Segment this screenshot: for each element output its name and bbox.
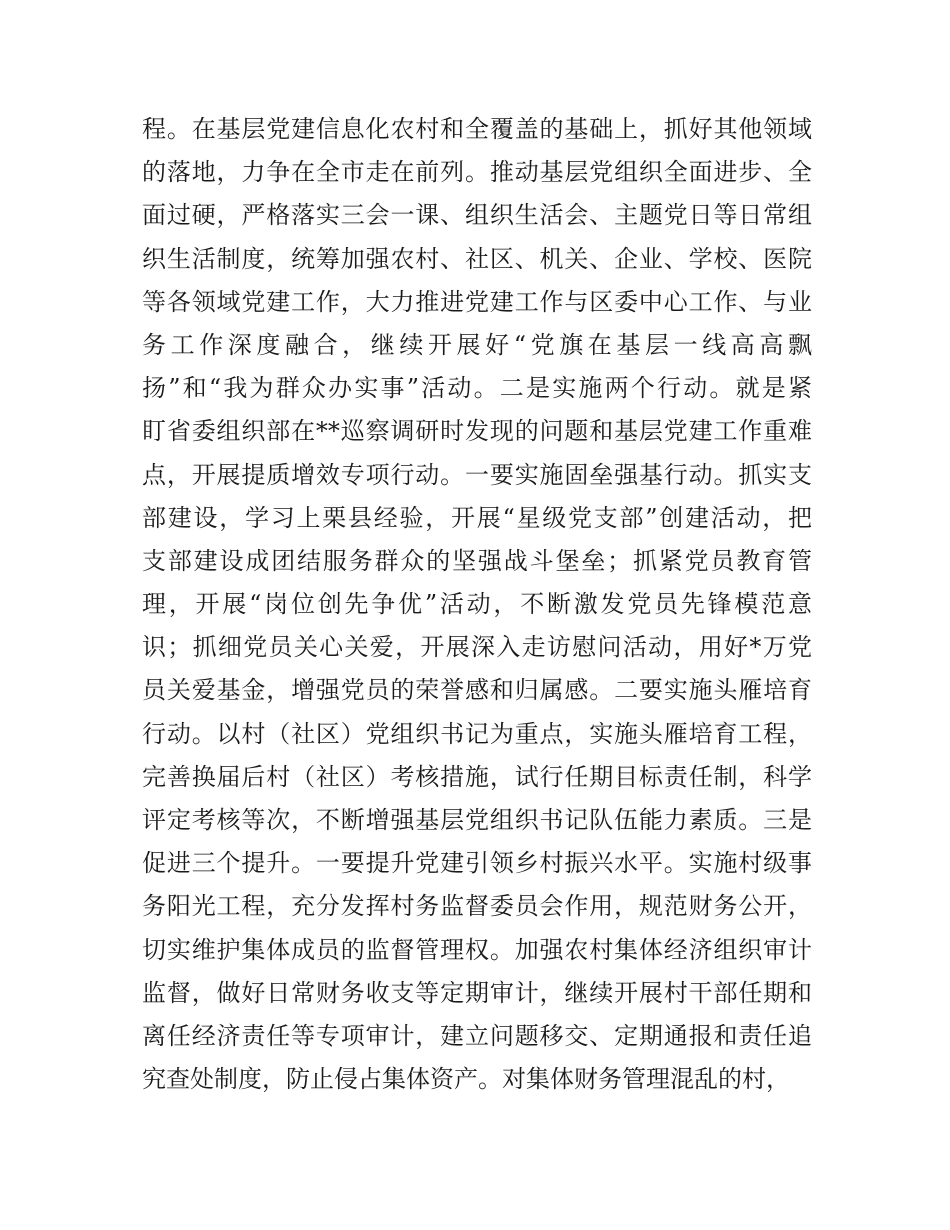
text-line: 理，开展“岗位创先争优”活动，不断激发党员先锋模范意: [142, 590, 812, 619]
text-line: 识；抓细党员关心关爱，开展深入走访慰问活动，用好*万党: [142, 633, 812, 662]
text-line: 务工作深度融合，继续开展好“党旗在基层一线高高飘: [142, 330, 812, 359]
text-line: 行动。以村（社区）党组织书记为重点，实施头雁培育工程，: [142, 719, 812, 748]
text-line: 的落地，力争在全市走在前列。推动基层党组织全面进步、全: [142, 158, 812, 187]
text-line: 促进三个提升。一要提升党建引领乡村振兴水平。实施村级事: [142, 849, 812, 878]
text-line: 离任经济责任等专项审计，建立问题移交、定期通报和责任追: [142, 1021, 812, 1050]
text-line: 等各领域党建工作，大力推进党建工作与区委中心工作、与业: [142, 287, 812, 316]
text-line: 扬”和“我为群众办实事”活动。二是实施两个行动。就是紧: [142, 374, 812, 403]
body-paragraph: [142, 108, 812, 1101]
text-line: 面过硬，严格落实三会一课、组织生活会、主题党日等日常组: [142, 201, 812, 230]
text-line: 完善换届后村（社区）考核措施，试行任期目标责任制，科学: [142, 762, 812, 791]
text-line: 点，开展提质增效专项行动。一要实施固垒强基行动。抓实支: [142, 460, 812, 489]
text-line: 支部建设成团结服务群众的坚强战斗堡垒；抓紧党员教育管: [142, 546, 812, 575]
text-line: 评定考核等次，不断增强基层党组织书记队伍能力素质。三是: [142, 806, 812, 834]
text-line: 监督，做好日常财务收支等定期审计，继续开展村干部任期和: [142, 978, 812, 1007]
text-line: 盯省委组织部在**巡察调研时发现的问题和基层党建工作重难: [142, 417, 812, 446]
text-line: 务阳光工程，充分发挥村务监督委员会作用，规范财务公开，: [142, 892, 812, 921]
text-line: 程。在基层党建信息化农村和全覆盖的基础上，抓好其他领域: [142, 115, 812, 143]
text-line: 究查处制度，防止侵占集体资产。对集体财务管理混乱的村，: [142, 1065, 790, 1094]
text-line: 部建设，学习上栗县经验，开展“星级党支部”创建活动，把: [142, 503, 812, 532]
text-line: 织生活制度，统筹加强农村、社区、机关、企业、学校、医院: [142, 244, 812, 273]
text-line: 员关爱基金，增强党员的荣誉感和归属感。二要实施头雁培育: [142, 676, 812, 705]
text-line: 切实维护集体成员的监督管理权。加强农村集体经济组织审计: [142, 935, 812, 964]
